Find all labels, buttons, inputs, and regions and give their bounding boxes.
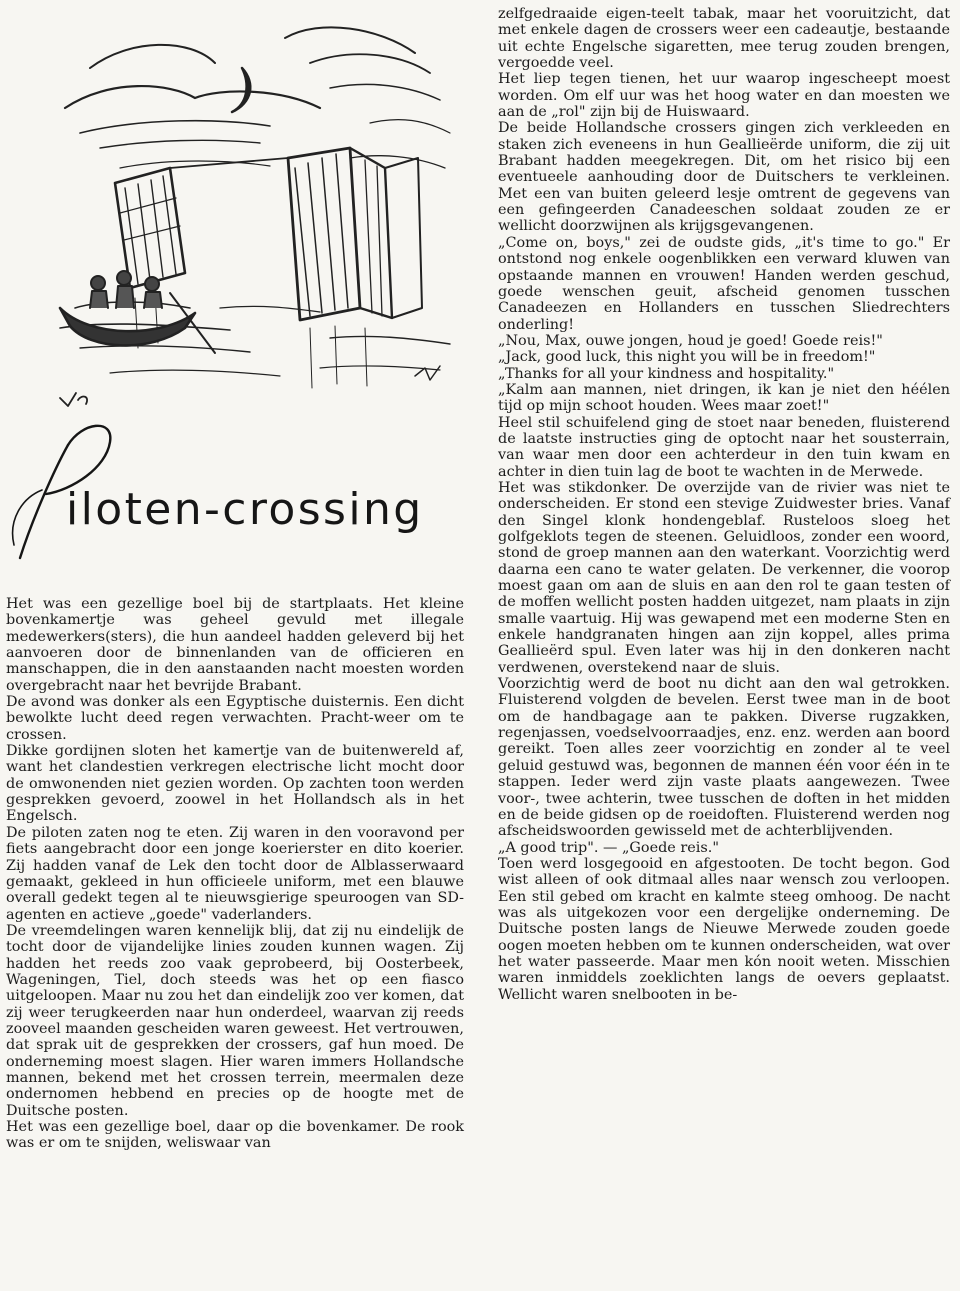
article-paragraph: De avond was donker als een Egyptische duisternis. Een dicht bewolkte lucht deed regen verwachten. Pracht-weer om te crossen. xyxy=(6,694,464,743)
article-paragraph: „Come on, boys," zei de oudste gids, „it's time to go." Er ontstond nog enkele oogenblikken een verward kluwen van opstaande mannen en vrouwen! Handen werden geschud, goede wenschen geuit, afscheid genomen tusschen Canadeezen en Hollanders en tusschen Sliedrechters onderling! xyxy=(498,234,950,333)
article-column-left xyxy=(6,596,464,1152)
article-paragraph: Toen werd losgegooid en afgestooten. De tocht begon. God wist alleen of ook ditmaal alles naar wensch zou verloopen. Een stil gebed om kracht en kalmte steeg omhoog. De nacht was als uitgekozen voor een dergelijke onderneming. De Duitsche posten langs de Nieuwe Merwede zouden goede oogen moeten hebben om te kunnen onderscheiden, wat over het water passeerde. Maar men kón nooit weten. Misschien waren inmiddels zoeklichten langs de oevers geplaatst. Wellicht waren snelbooten in be- xyxy=(498,855,950,1003)
article-paragraph: zelfgedraaide eigen-teelt tabak, maar het vooruitzicht, dat met enkele dagen de crossers weer een cadeautje, bestaande uit echte Engelsche sigaretten, mee terug zouden brengen, vergoedde veel. xyxy=(498,6,950,72)
article-paragraph: „Kalm aan mannen, niet dringen, ik kan je niet den héélen tijd op mijn schoot houden. Wees maar zoet!" xyxy=(498,381,950,415)
article-title xyxy=(0,420,475,560)
article-paragraph: „Jack, good luck, this night you will be in freedom!" xyxy=(498,349,876,366)
title-text: iloten-crossing xyxy=(66,484,424,535)
article-paragraph: Het was een gezellige boel bij de startplaats. Het kleine bovenkamertje was geheel gevuld met illegale medewerkers(sters), die hun aandeel hadden geleverd bij het aanvoeren door de binnenlanden van de officieren en manschappen, die in den aanstaanden nacht moesten worden overgebracht naar het bevrijde Brabant. xyxy=(6,596,464,694)
article-paragraph: Het was een gezellige boel, daar op die bovenkamer. De rook was er om te snijden, weliswaar van xyxy=(6,1119,464,1152)
sluice-rowboat-illustration xyxy=(20,8,470,413)
article-paragraph: Voorzichtig werd de boot nu dicht aan den wal getrokken. Fluisterend volgden de bevelen. Eerst twee man in de boot om de handbagage aan te pakken. Diverse rugzakken, regenjassen, voedselvoorraadjes, enz. enz. werden aan boord gereikt. Toen alles zeer voorzichtig en zonder al te veel geluid gestuwd was, begonnen de mannen één voor één in te stappen. Ieder werd zijn vaste plaats aangewezen. Twee voor-, twee achterin, twee tusschen de doften in het midden en de beide gidsen op de roeidoften. Fluisterend werden nog afscheidswoorden gewisseld met de achterblijvenden. xyxy=(498,676,950,840)
article-column-right xyxy=(498,6,950,1003)
article-paragraph: De beide Hollandsche crossers gingen zich verkleeden en staken zich eveneens in hun Geallieërde uniform, die zij uit Brabant hadden meegekregen. Dit, om het risico bij een eventueele aanhouding door de Duitschers te verkleinen. Met een van buiten geleerd lesje omtrent de gegevens van een gefingeerden Canadeeschen soldaat zouden ze er wellicht doorzwijnen als krijgsgevangenen. xyxy=(498,120,950,235)
article-paragraph: De piloten zaten nog te eten. Zij waren in den vooravond per fiets aangebracht door een jonge koerierster en dito koerier. Zij hadden vanaf de Lek den tocht door de Alblasserwaard gemaakt, gekleed in hun officieele uniform, met een blauwe overall gedekt tegen al te nieuwsgierige speuroogen van SD-agenten en actieve „goede" vaderlanders. xyxy=(6,824,464,923)
article-paragraph: „A good trip". — „Goede reis." xyxy=(498,839,719,856)
article-paragraph: De vreemdelingen waren kennelijk blij, dat zij nu eindelijk de tocht door de vijandelijke linies zouden kunnen wagen. Zij hadden het reeds zoo vaak geprobeerd, bij Oosterbeek, Wageningen, Tiel, doch steeds was het op een fiasco uitgeloopen. Maar nu zou het dan eindelijk zoo ver komen, dat zij weer terugkeerden naar hun onderdeel, waarvan zij reeds zooveel maanden gescheiden waren geweest. Het vertrouwen, dat sprak uit de gesprekken der crossers, gaf hun moed. De onderneming moest slagen. Hier waren immers Hollandsche mannen, bekend met het crossen terrein, meermalen deze ondernomen hebbend en precies op de hoogte met de Duitsche posten. xyxy=(6,922,464,1119)
article-paragraph: Dikke gordijnen sloten het kamertje van de buitenwereld af, want het clandestien verkregen electrische licht mocht door de omwonenden niet gezien worden. Op zachten toon werden gesprekken gevoerd, zoowel in het Hollandsch als in het Engelsch. xyxy=(6,743,464,825)
article-paragraph: Heel stil schuifelend ging de stoet naar beneden, fluisterend de laatste instructies ging de optocht naar het sousterrain, van waar men door een achterdeur in den tuin kwam en achter in dien tuin lag de boot te wachten in de Merwede. xyxy=(498,414,950,480)
article-paragraph: Het was stikdonker. De overzijde van de rivier was niet te onderscheiden. Er stond een stevige Zuidwester bries. Vanaf den Singel klonk hondengeblaf. Rusteloos sloeg het golfgeklots tegen de steenen. Geluidloos, zonder een woord, stond de groep mannen aan den waterkant. Voorzichtig werd daarna een cano te water gelaten. De verkenner, die voorop moest gaan om aan de sluis en aan den rol te gaan testen of de moffen wellicht posten hadden uitgezet, nam plaats in zijn smalle vaartuig. Hij was gewapend met een moderne Sten en enkele handgranaten hingen aan zijn koppel, alles prima Geallieërd spul. Even later was hij in den donkeren nacht verdwenen, overstekend naar de sluis. xyxy=(498,479,950,676)
article-paragraph: „Nou, Max, ouwe jongen, houd je goed! Goede reis!" xyxy=(498,332,883,349)
article-paragraph: Het liep tegen tienen, het uur waarop ingescheept moest worden. Om elf uur was het hoog water en dan moesten we aan de „rol" zijn bij de Huiswaard. xyxy=(498,71,950,121)
article-paragraph: „Thanks for all your kindness and hospitality." xyxy=(498,365,835,382)
